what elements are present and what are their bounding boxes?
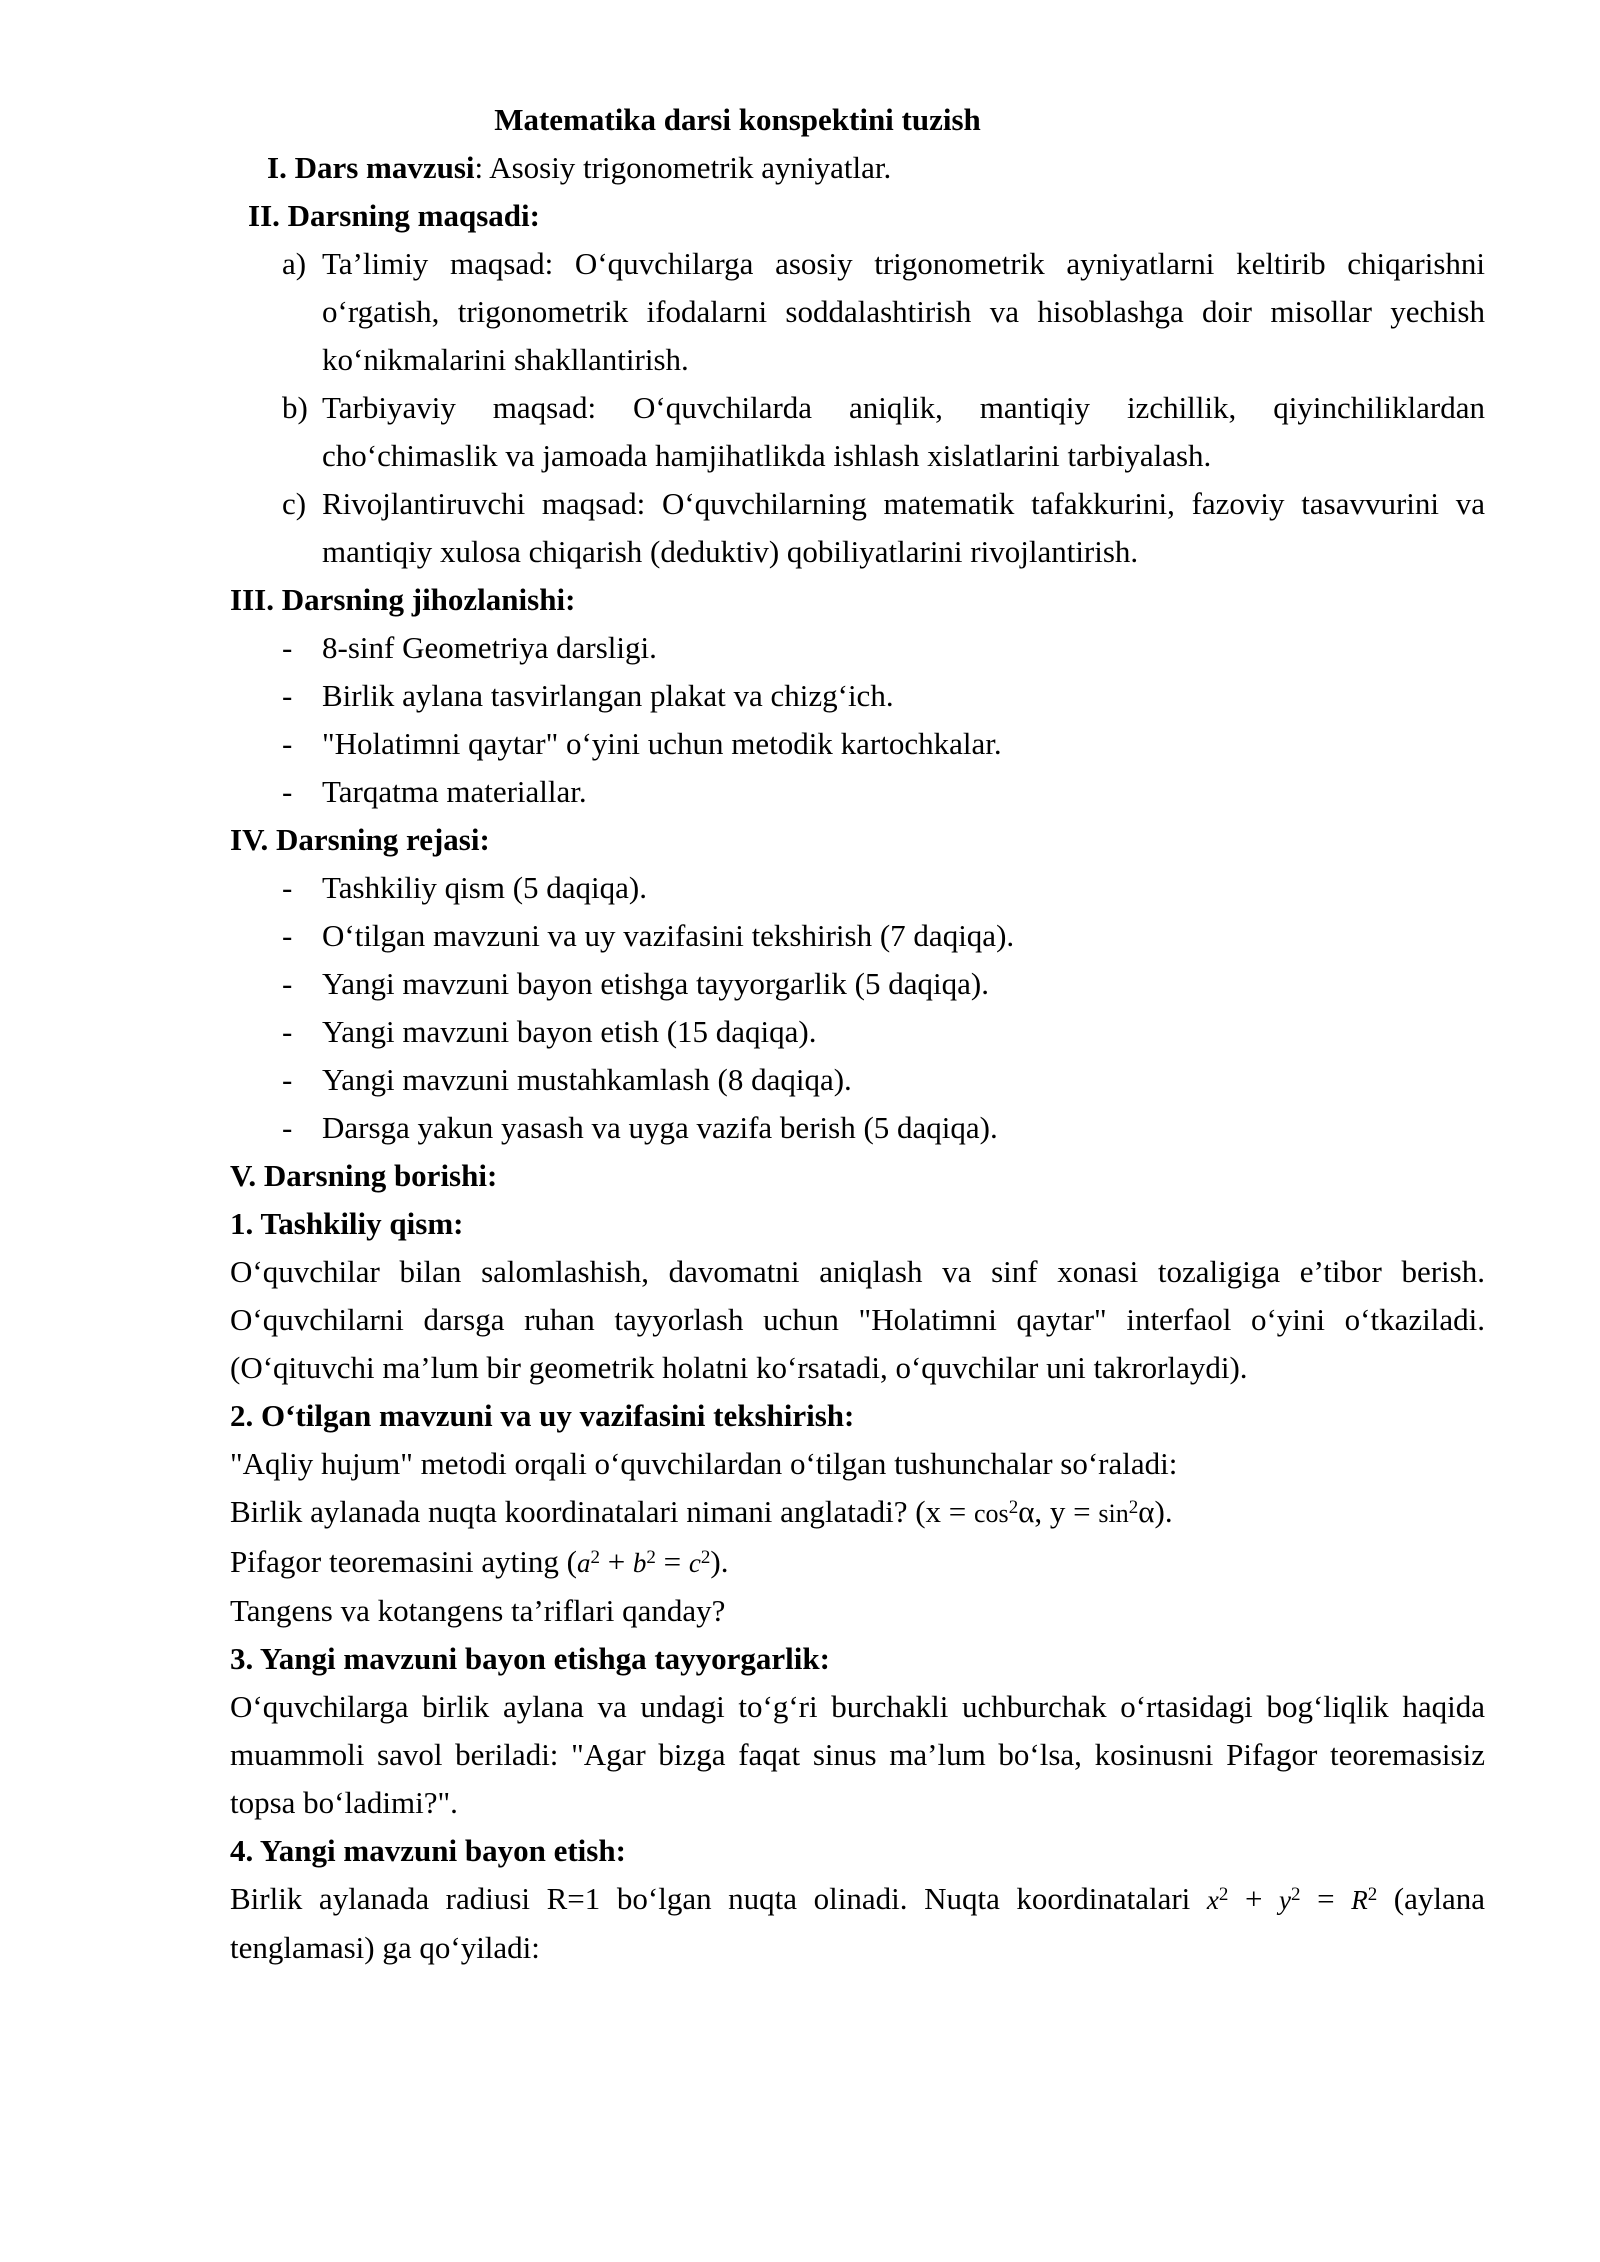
list-marker: - bbox=[282, 726, 293, 761]
list-marker: - bbox=[282, 966, 293, 1001]
text-run: 8-sinf Geometriya darsligi. bbox=[322, 630, 657, 665]
heading-step-1 bbox=[230, 1200, 1485, 1248]
text-run: Yangi mavzuni mustahkamlash (8 daqiqa). bbox=[322, 1062, 852, 1097]
text-run: 2 bbox=[700, 1547, 711, 1569]
step-2-question-1 bbox=[230, 1488, 1485, 1538]
text-run: ). bbox=[710, 1544, 729, 1579]
step-1-paragraph bbox=[230, 1248, 1485, 1392]
text-run: = bbox=[655, 1544, 689, 1579]
text-run: Tarbiyaviy maqsad: O‘quvchilarda aniqlik, mantiqiy izchillik, qiyinchiliklardan cho‘chimaslik va jamoada hamjihatlikda ishlash xislatlarini tarbiyalash. bbox=[322, 390, 1485, 473]
list-marker: - bbox=[282, 870, 293, 905]
text-run: cos bbox=[974, 1499, 1009, 1528]
step-2-question-2 bbox=[230, 1538, 1485, 1587]
text-run: Darsga yakun yasash va uyga vazifa berish (5 daqiqa). bbox=[322, 1110, 998, 1145]
text-run: R bbox=[1351, 1885, 1368, 1915]
text-run: + bbox=[1228, 1881, 1280, 1916]
text-run: Birlik aylanada radiusi R=1 bo‘lgan nuqta olinadi. Nuqta koordinatalari bbox=[230, 1881, 1207, 1916]
heading-i bbox=[230, 144, 1485, 192]
plan-item bbox=[230, 1104, 1485, 1152]
text-run: V. Darsning borishi: bbox=[230, 1158, 498, 1193]
text-run: I. Dars mavzusi bbox=[267, 150, 475, 185]
equipment-item bbox=[230, 768, 1485, 816]
text-run: "Aqliy hujum" metodi orqali o‘quvchilardan o‘tilgan tushunchalar so‘raladi: bbox=[230, 1446, 1178, 1481]
equipment-item bbox=[230, 720, 1485, 768]
heading-iv bbox=[230, 816, 1485, 864]
text-run: 2 bbox=[590, 1547, 600, 1569]
text-run: 2 bbox=[646, 1547, 656, 1569]
text-run: (aylana tenglamasi) ga qo‘yiladi: bbox=[230, 1881, 1486, 1965]
plan-item bbox=[230, 1008, 1485, 1056]
text-run: II. Darsning maqsadi: bbox=[248, 198, 540, 233]
text-run: Tashkiliy qism (5 daqiqa). bbox=[322, 870, 648, 905]
list-marker: - bbox=[282, 918, 293, 953]
text-run: "Holatimni qaytar" o‘yini uchun metodik kartochkalar. bbox=[322, 726, 1002, 761]
step-3-paragraph bbox=[230, 1683, 1485, 1827]
heading-ii bbox=[230, 192, 1485, 240]
equipment-item bbox=[230, 672, 1485, 720]
text-run: O‘quvchilar bilan salomlashish, davomatni aniqlash va sinf xonasi tozaligiga e’tibor berish. O‘quvchilarni darsga ruhan tayyorlash uchun "Holatimni qaytar" interfaol o‘yini o‘tkaziladi. (O‘qituvchi ma’lum bir geometrik holatni ko‘rsatadi, o‘quvchilar uni takrorlaydi). bbox=[230, 1254, 1485, 1385]
step-4-paragraph bbox=[230, 1875, 1485, 1972]
text-run: α, y = bbox=[1018, 1494, 1099, 1529]
list-marker: a) bbox=[282, 246, 307, 281]
text-run: α). bbox=[1138, 1494, 1173, 1529]
heading-step-4 bbox=[230, 1827, 1485, 1875]
text-run: 2 bbox=[1367, 1884, 1378, 1906]
doc-title bbox=[230, 96, 1245, 144]
text-run: Pifagor teoremasini ayting ( bbox=[230, 1544, 577, 1579]
plan-item bbox=[230, 912, 1485, 960]
text-run: 2 bbox=[1218, 1884, 1229, 1906]
text-run: : Asosiy trigonometrik ayniyatlar. bbox=[474, 150, 892, 185]
text-run: 2 bbox=[1008, 1497, 1019, 1519]
text-run: Tarqatma materiallar. bbox=[322, 774, 587, 809]
heading-v bbox=[230, 1152, 1485, 1200]
text-run: O‘tilgan mavzuni va uy vazifasini tekshirish (7 daqiqa). bbox=[322, 918, 1015, 953]
plan-item bbox=[230, 864, 1485, 912]
text-run: 2. O‘tilgan mavzuni va uy vazifasini tekshirish: bbox=[230, 1398, 855, 1433]
text-run: 4. Yangi mavzuni bayon etish: bbox=[230, 1833, 626, 1868]
text-run: 2 bbox=[1291, 1884, 1301, 1906]
objective-item-a bbox=[230, 240, 1485, 384]
text-run: x bbox=[1206, 1885, 1219, 1915]
text-run: b bbox=[632, 1548, 647, 1578]
list-marker: b) bbox=[282, 390, 308, 425]
text-run: c bbox=[688, 1548, 701, 1578]
list-marker: c) bbox=[282, 486, 307, 521]
list-marker: - bbox=[282, 630, 293, 665]
text-run: sin bbox=[1098, 1499, 1129, 1528]
equipment-item bbox=[230, 624, 1485, 672]
text-run: = bbox=[1300, 1881, 1352, 1916]
text-run: 3. Yangi mavzuni bayon etishga tayyorgarlik: bbox=[230, 1641, 830, 1676]
objective-item-c bbox=[230, 480, 1485, 576]
heading-step-2 bbox=[230, 1392, 1485, 1440]
list-marker: - bbox=[282, 1014, 293, 1049]
text-run: III. Darsning jihozlanishi: bbox=[230, 582, 576, 617]
list-marker: - bbox=[282, 1110, 293, 1145]
text-run: 1. Tashkiliy qism: bbox=[230, 1206, 464, 1241]
heading-step-3 bbox=[230, 1635, 1485, 1683]
step-2-question-3 bbox=[230, 1587, 1485, 1635]
list-marker: - bbox=[282, 678, 293, 713]
list-marker: - bbox=[282, 774, 293, 809]
plan-item bbox=[230, 1056, 1485, 1104]
text-run: Birlik aylanada nuqta koordinatalari nimani anglatadi? (x = bbox=[230, 1494, 975, 1529]
text-run: + bbox=[599, 1544, 633, 1579]
text-run: y bbox=[1279, 1885, 1292, 1915]
text-run: IV. Darsning rejasi: bbox=[230, 822, 490, 857]
list-marker: - bbox=[282, 1062, 293, 1097]
text-run: Yangi mavzuni bayon etish (15 daqiqa). bbox=[322, 1014, 817, 1049]
text-run: O‘quvchilarga birlik aylana va undagi to‘g‘ri burchakli uchburchak o‘rtasidagi bog‘liqlik haqida muammoli savol beriladi: "Agar bizga faqat sinus ma’lum bo‘lsa, kosinusni Pifagor teoremasisiz topsa bo‘ladimi?". bbox=[230, 1689, 1485, 1820]
text-run: Yangi mavzuni bayon etishga tayyorgarlik (5 daqiqa). bbox=[322, 966, 989, 1001]
text-run: a bbox=[576, 1548, 591, 1578]
text-run: Tangens va kotangens ta’riflari qanday? bbox=[230, 1593, 726, 1628]
step-2-intro bbox=[230, 1440, 1485, 1488]
text-run: Rivojlantiruvchi maqsad: O‘quvchilarning matematik tafakkurini, fazoviy tasavvurini va mantiqiy xulosa chiqarish (deduktiv) qobiliyatlarini rivojlantirish. bbox=[322, 486, 1485, 569]
text-run: Matematika darsi konspektini tuzish bbox=[494, 102, 981, 137]
objective-item-b bbox=[230, 384, 1485, 480]
heading-iii bbox=[230, 576, 1485, 624]
text-run: 2 bbox=[1128, 1497, 1139, 1519]
plan-item bbox=[230, 960, 1485, 1008]
text-run: Birlik aylana tasvirlangan plakat va chizg‘ich. bbox=[322, 678, 894, 713]
text-run: Ta’limiy maqsad: O‘quvchilarga asosiy trigonometrik ayniyatlarni keltirib chiqarishni o‘rgatish, trigonometrik ifodalarni soddalashtirish va hisoblashga doir misollar yechish ko‘nikmalarini shakllantirish. bbox=[322, 246, 1485, 377]
